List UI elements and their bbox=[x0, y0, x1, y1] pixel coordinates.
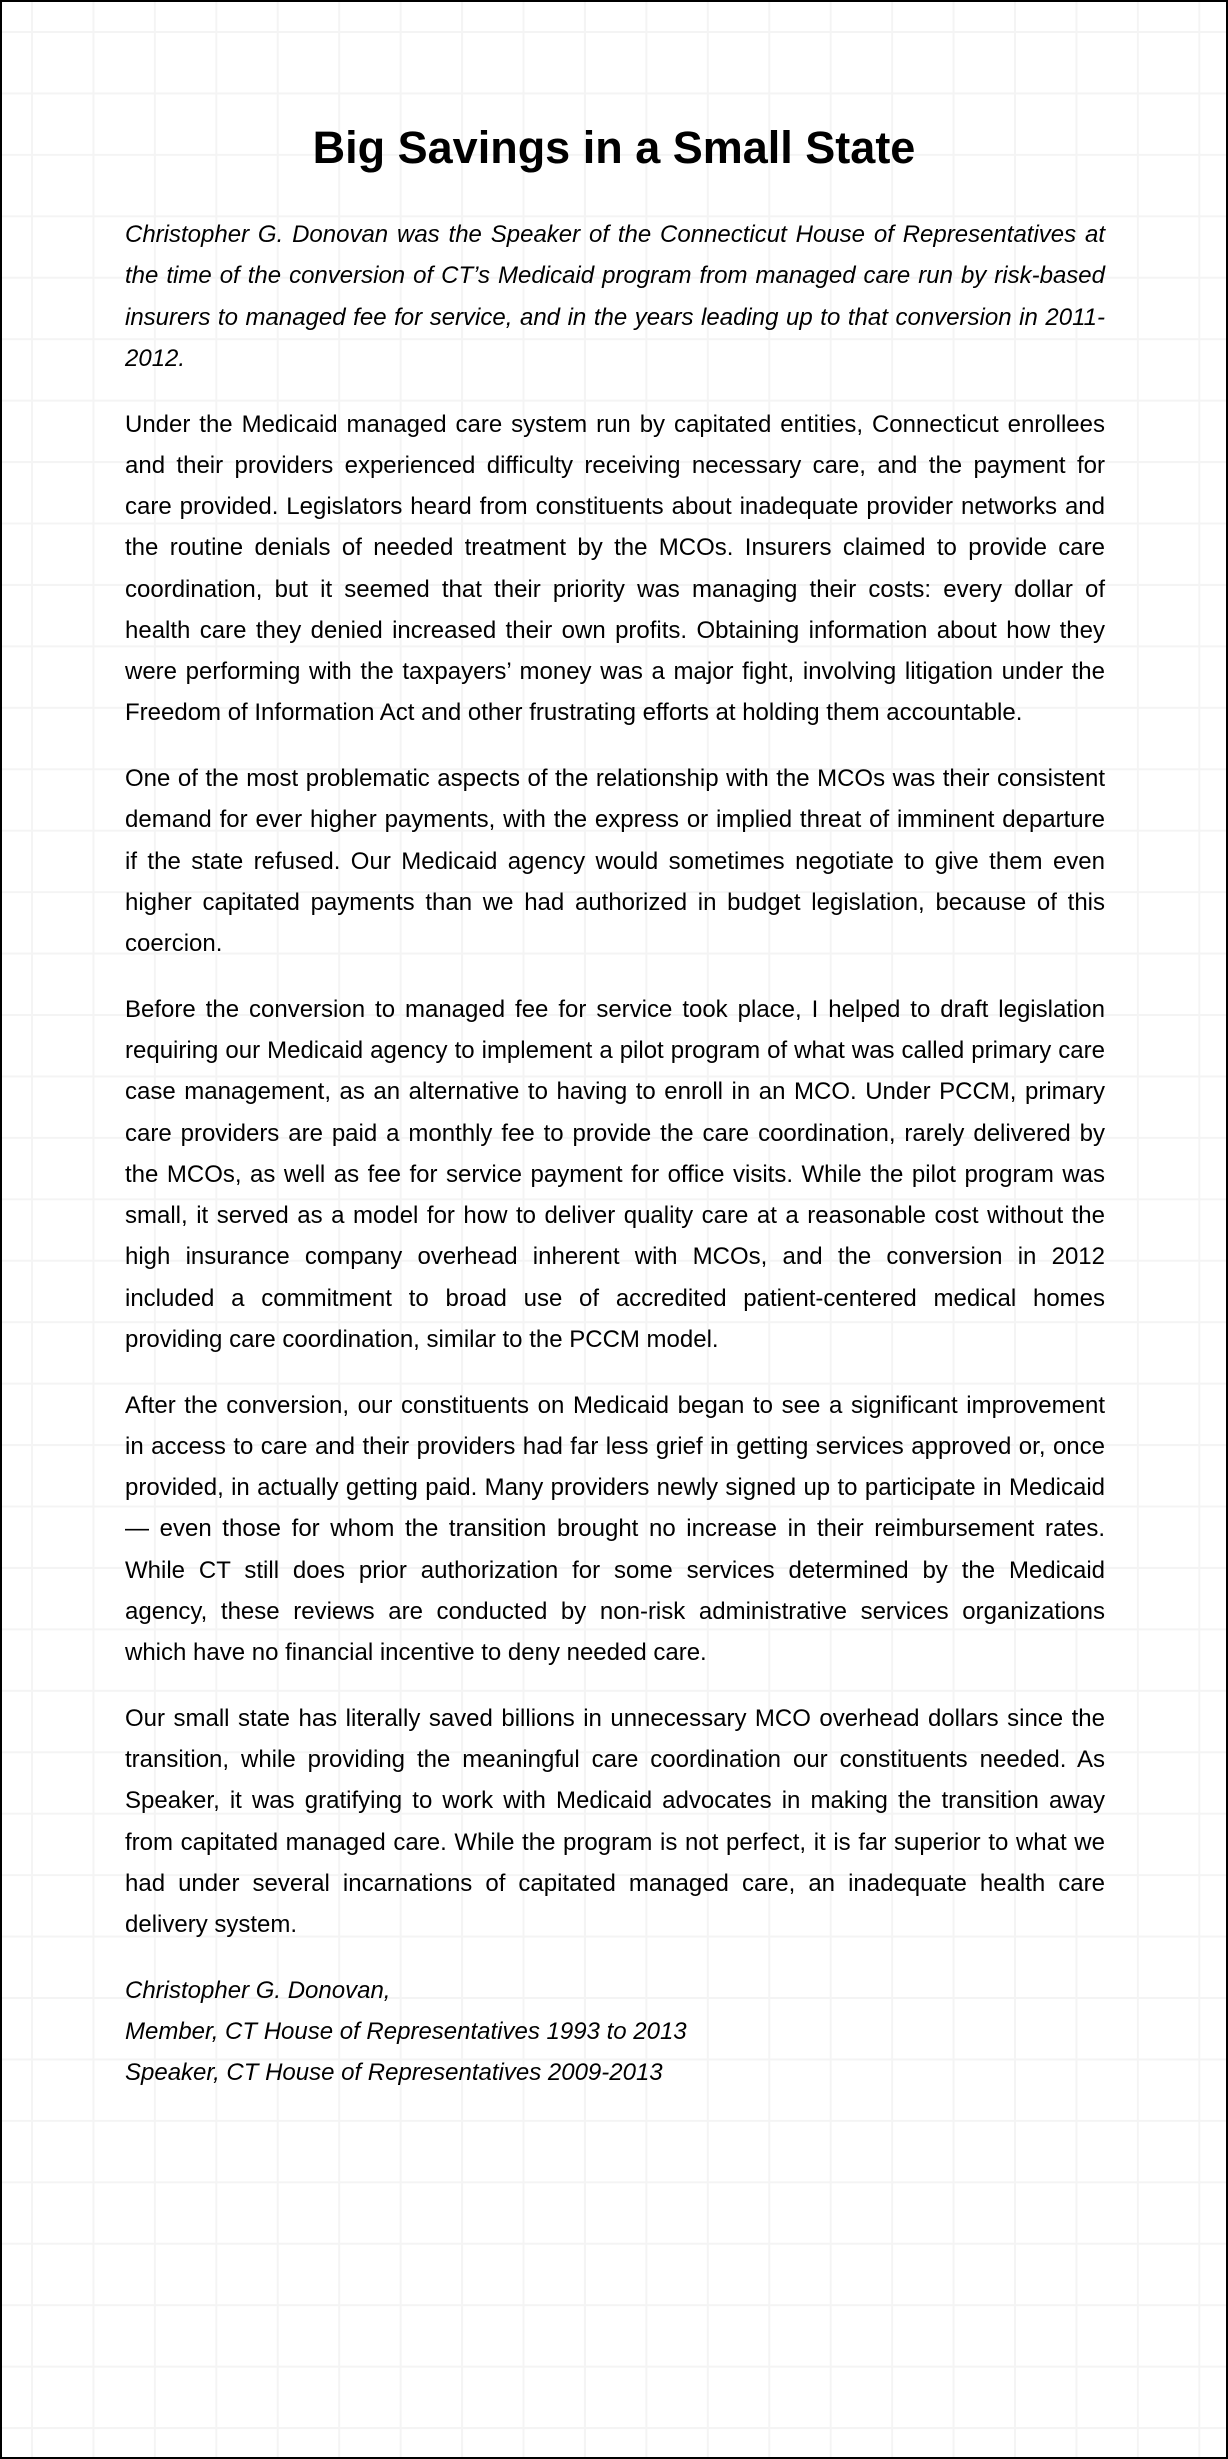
signature-block bbox=[125, 1970, 1105, 2094]
signature-role-member: Member, CT House of Representatives 1993 to 2013 bbox=[125, 2018, 687, 2045]
body-paragraph-4: After the conversion, our constituents on Medicaid began to see a significant improvement in access to care and their providers had far less grief in getting services approved or, once provided, in actually getting paid. Many providers newly signed up to participate in Medicaid — even those for whom the transition brought no increase in their reimbursement rates. While CT still does prior authorization for some services determined by the Medicaid agency, these reviews are conducted by non-risk administrative services organizations which have no financial incentive to deny needed care. bbox=[125, 1391, 1105, 1666]
body-paragraph-5: Our small state has literally saved billions in unnecessary MCO overhead dollars since the transition, while providing the meaningful care coordination our constituents needed. As Speaker, it was gratifying to work with Medicaid advocates in making the transition away from capitated managed care. While the program is not perfect, it is far superior to what we had under several incarnations of capitated managed care, an inadequate health care delivery system. bbox=[125, 1704, 1105, 1938]
document-title: Big Savings in a Small State bbox=[312, 122, 916, 173]
signature-role-speaker: Speaker, CT House of Representatives 2009-2013 bbox=[125, 2059, 663, 2087]
document-body bbox=[125, 214, 1105, 2094]
intro-paragraph: Christopher G. Donovan was the Speaker of the Connecticut House of Representatives at the time of the conversion of CT’s Medicaid program from managed care run by risk-based insurers to managed fee for service, and in the years leading up to that conversion in 2011-2012. bbox=[125, 221, 1105, 372]
signature-name: Christopher G. Donovan, bbox=[125, 1976, 391, 2004]
body-paragraph-3: Before the conversion to managed fee for service took place, I helped to draft legislation requiring our Medicaid agency to implement a pilot program of what was called primary care case management, as an alternative to having to enroll in an MCO. Under PCCM, primary care providers are paid a monthly fee to provide the care coordination, rarely delivered by the MCOs, as well as fee for service payment for office visits. While the pilot program was small, it served as a model for how to deliver quality care at a reasonable cost without the high insurance company overhead inherent with MCOs, and the conversion in 2012 included a commitment to broad use of accredited patient-centered medical homes providing care coordination, similar to the PCCM model. bbox=[125, 995, 1105, 1353]
body-paragraph-2: One of the most problematic aspects of the relationship with the MCOs was their consistent demand for ever higher payments, with the express or implied threat of imminent departure if the state refused. Our Medicaid agency would sometimes negotiate to give them even higher capitated payments than we had authorized in budget legislation, because of this coercion. bbox=[125, 765, 1105, 957]
body-paragraph-1: Under the Medicaid managed care system run by capitated entities, Connecticut enrollees and their providers experienced difficulty receiving necessary care, and the payment for care provided. Legislators heard from constituents about inadequate provider networks and the routine denials of needed treatment by the MCOs. Insurers claimed to provide care coordination, but it seemed that their priority was managing their costs: every dollar of health care they denied increased their own profits. Obtaining information about how they were performing with the taxpayers’ money was a major fight, involving litigation under the Freedom of Information Act and other frustrating efforts at holding them accountable. bbox=[125, 410, 1105, 727]
